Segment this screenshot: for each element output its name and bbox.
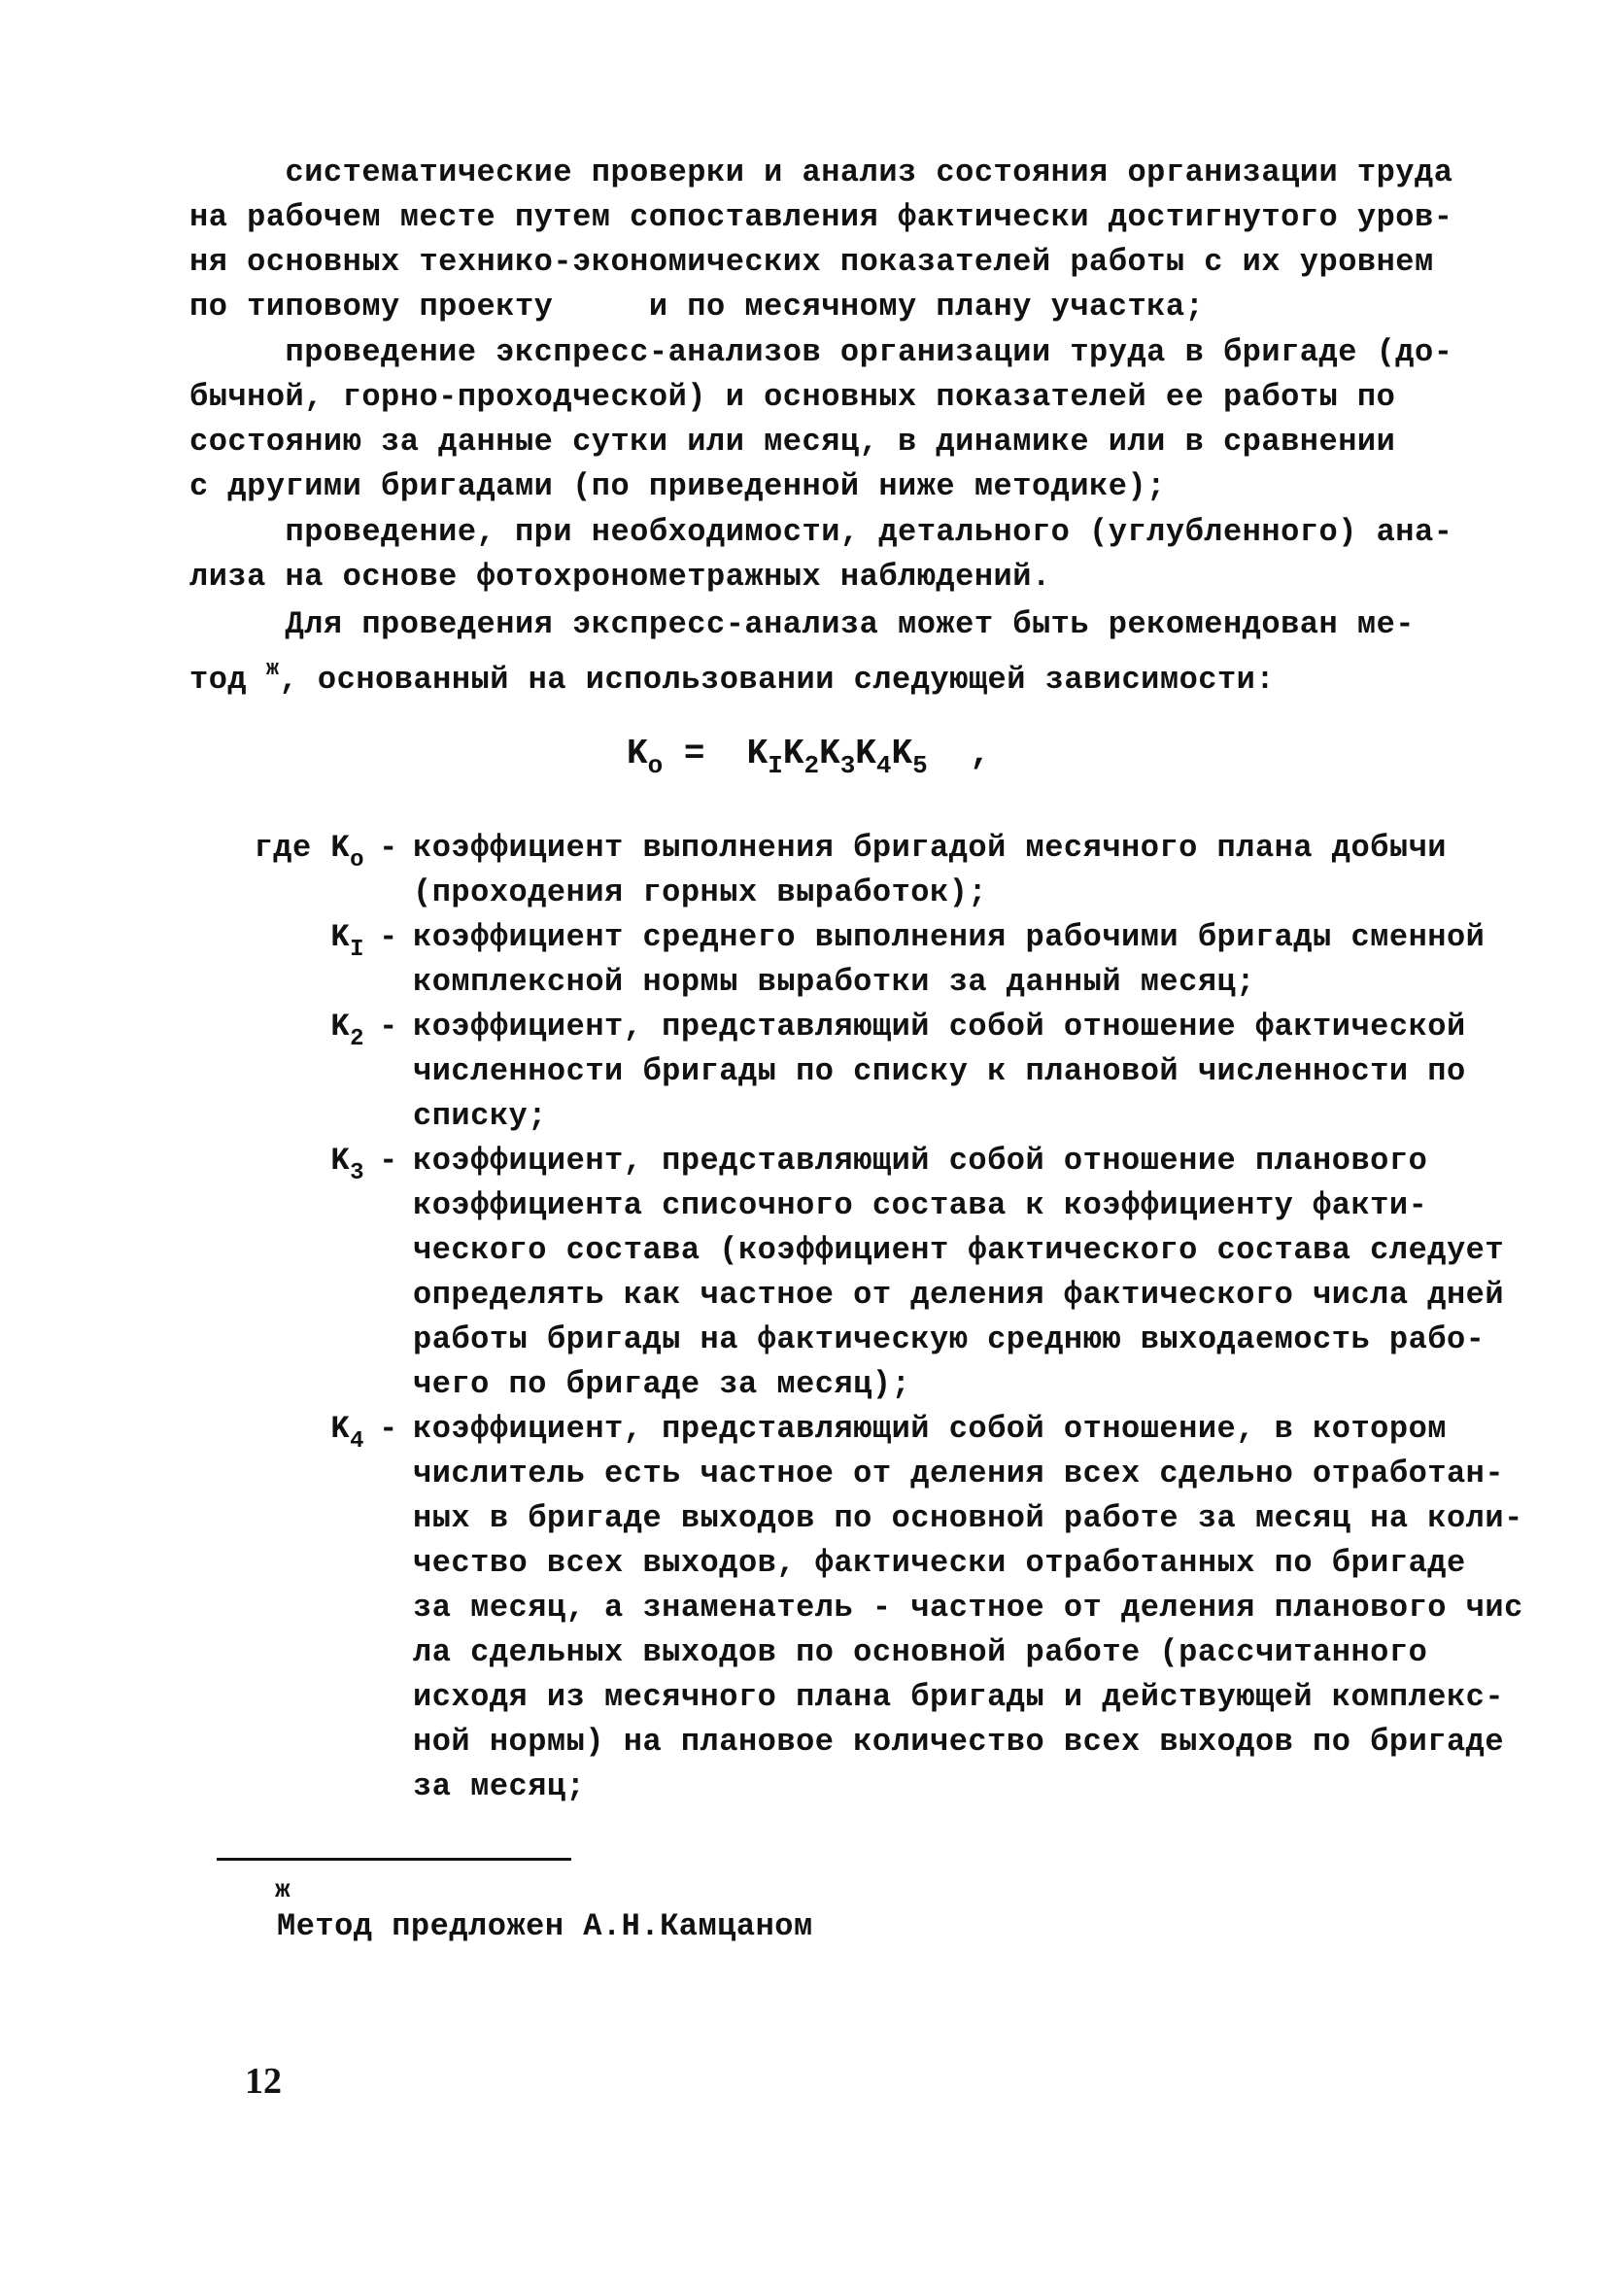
text-line: комплексной нормы выработки за данный месяц;: [413, 964, 1255, 1000]
symbol-sub: 2: [350, 1026, 364, 1052]
definition-dash: -: [379, 1411, 398, 1447]
paragraph-4: [189, 602, 1423, 703]
definition-text: [413, 915, 1485, 1005]
symbol-base: K: [330, 1411, 351, 1447]
text-line: чество всех выходов, фактически отработанных по бригаде: [413, 1545, 1466, 1581]
definition-text: [413, 826, 1447, 915]
symbol-base: K: [330, 1143, 351, 1179]
formula-term-sub: 4: [875, 751, 892, 780]
definition-k0: [189, 826, 1447, 915]
text-line: коэффициент выполнения бригадой месячного плана добычи: [413, 830, 1447, 866]
text-line: бычной, горно-проходческой) и основных показателей ее работы по: [189, 379, 1396, 415]
symbol-base: K: [330, 919, 351, 955]
text-line: [189, 647, 1423, 703]
formula-trail: ,: [927, 734, 991, 773]
text-line: (проходения горных выработок);: [413, 874, 988, 910]
text-line: определять как частное от деления фактического числа дней: [413, 1277, 1505, 1313]
text-line: списку;: [413, 1098, 547, 1134]
definition-k3: [189, 1139, 1505, 1407]
text-line: чего по бригаде за месяц);: [413, 1366, 911, 1402]
symbol-sub: 3: [350, 1160, 364, 1186]
footnote-mark: ж: [275, 1875, 290, 1904]
footnote-divider: [217, 1858, 571, 1861]
definition-dash: -: [379, 830, 398, 866]
definition-text: [413, 1005, 1466, 1139]
formula-term: K: [746, 734, 769, 773]
definition-dash: -: [379, 1009, 398, 1045]
text-line: систематические проверки и анализ состояния организации труда: [189, 154, 1453, 190]
symbol-sub: o: [350, 847, 364, 874]
formula: [627, 734, 991, 780]
text-line: за месяц, а знаменатель - частное от деления планового чис: [413, 1590, 1523, 1626]
symbol-sub: I: [350, 937, 364, 963]
definition-text: [413, 1407, 1523, 1809]
text-line: проведение, при необходимости, детального (углубленного) ана-: [189, 514, 1453, 550]
text-line: лиза на основе фотохронометражных наблюдений.: [189, 559, 1051, 595]
paragraph-1: [189, 151, 1453, 329]
definition-dash: -: [379, 919, 398, 955]
text-line: числитель есть частное от деления всех сдельно отработан-: [413, 1456, 1505, 1491]
definition-prefix: где: [254, 830, 331, 866]
paragraph-2: [189, 330, 1453, 509]
text-line: проведение экспресс-анализов организации труда в бригаде (до-: [189, 334, 1453, 370]
text-line: коэффициент, представляющий собой отношение фактической: [413, 1009, 1466, 1045]
text-line: численности бригады по списку к плановой численности по: [413, 1053, 1466, 1089]
text-line: коэффициент, представляющий собой отношение, в котором: [413, 1411, 1447, 1447]
text-line: работы бригады на фактическую среднюю выходаемость рабо-: [413, 1321, 1486, 1357]
definition-text: [413, 1139, 1504, 1407]
text-line: состоянию за данные сутки или месяц, в динамике или в сравнении: [189, 424, 1396, 460]
definition-k2: [189, 1005, 1466, 1139]
text-line: ла сдельных выходов по основной работе (рассчитанного: [413, 1634, 1428, 1670]
formula-equals: =: [663, 734, 747, 773]
definition-symbol: [189, 826, 364, 883]
formula-lhs-sub: o: [647, 751, 664, 780]
footnote-reference-mark: ж: [265, 657, 280, 681]
formula-term: K: [819, 734, 840, 773]
text-line: ня основных технико-экономических показателей работы с их уровнем: [189, 244, 1434, 280]
footnote-text: Метод предложен А.Н.Камцаном: [277, 1908, 813, 1944]
line-prefix: тод: [189, 662, 248, 698]
text-line: ной нормы) на плановое количество всех выходов по бригаде: [413, 1724, 1505, 1760]
definitions-list: [189, 826, 1523, 1809]
symbol-base: K: [330, 1009, 351, 1045]
text-line: коэффициента списочного состава к коэффициенту факти-: [413, 1187, 1428, 1223]
formula-term-sub: 3: [839, 751, 856, 780]
formula-term: K: [891, 734, 913, 773]
text-line: ческого состава (коэффициент фактического состава следует: [413, 1232, 1505, 1268]
symbol-base: K: [330, 830, 351, 866]
text-line: за месяц;: [413, 1768, 586, 1804]
text-line: по типовому проекту и по месячному плану участка;: [189, 289, 1205, 325]
text-line: с другими бригадами (по приведенной ниже методике);: [189, 468, 1166, 504]
definition-k1: [189, 915, 1486, 1005]
paragraph-3: [189, 510, 1453, 600]
formula-term-sub: 2: [803, 751, 820, 780]
text-line: Для проведения экспресс-анализа может быть рекомендован ме-: [189, 606, 1415, 642]
text-line: на рабочем месте путем сопоставления фактически достигнутого уров-: [189, 199, 1453, 235]
definition-k4: [189, 1407, 1523, 1809]
page-number: 12: [245, 2061, 282, 2102]
text-line: ных в бригаде выходов по основной работе за месяц на коли-: [413, 1500, 1523, 1536]
definition-symbol: [189, 1005, 364, 1062]
definition-symbol: [189, 1139, 364, 1196]
text-line: коэффициент среднего выполнения рабочими бригады сменной: [413, 919, 1486, 955]
definition-dash: -: [379, 1143, 398, 1179]
formula-lhs: K: [627, 734, 648, 773]
formula-term-sub: I: [768, 751, 783, 780]
definition-symbol: [189, 1407, 364, 1464]
text-line: коэффициент, представляющий собой отношение планового: [413, 1143, 1428, 1179]
formula-term: K: [782, 734, 804, 773]
line-suffix: , основанный на использовании следующей зависимости:: [279, 662, 1276, 698]
definition-symbol: [189, 915, 364, 973]
symbol-sub: 4: [350, 1428, 364, 1455]
text-line: исходя из месячного плана бригады и действующей комплекс-: [413, 1679, 1505, 1715]
formula-term-sub: 5: [912, 751, 928, 780]
formula-term: K: [855, 734, 876, 773]
